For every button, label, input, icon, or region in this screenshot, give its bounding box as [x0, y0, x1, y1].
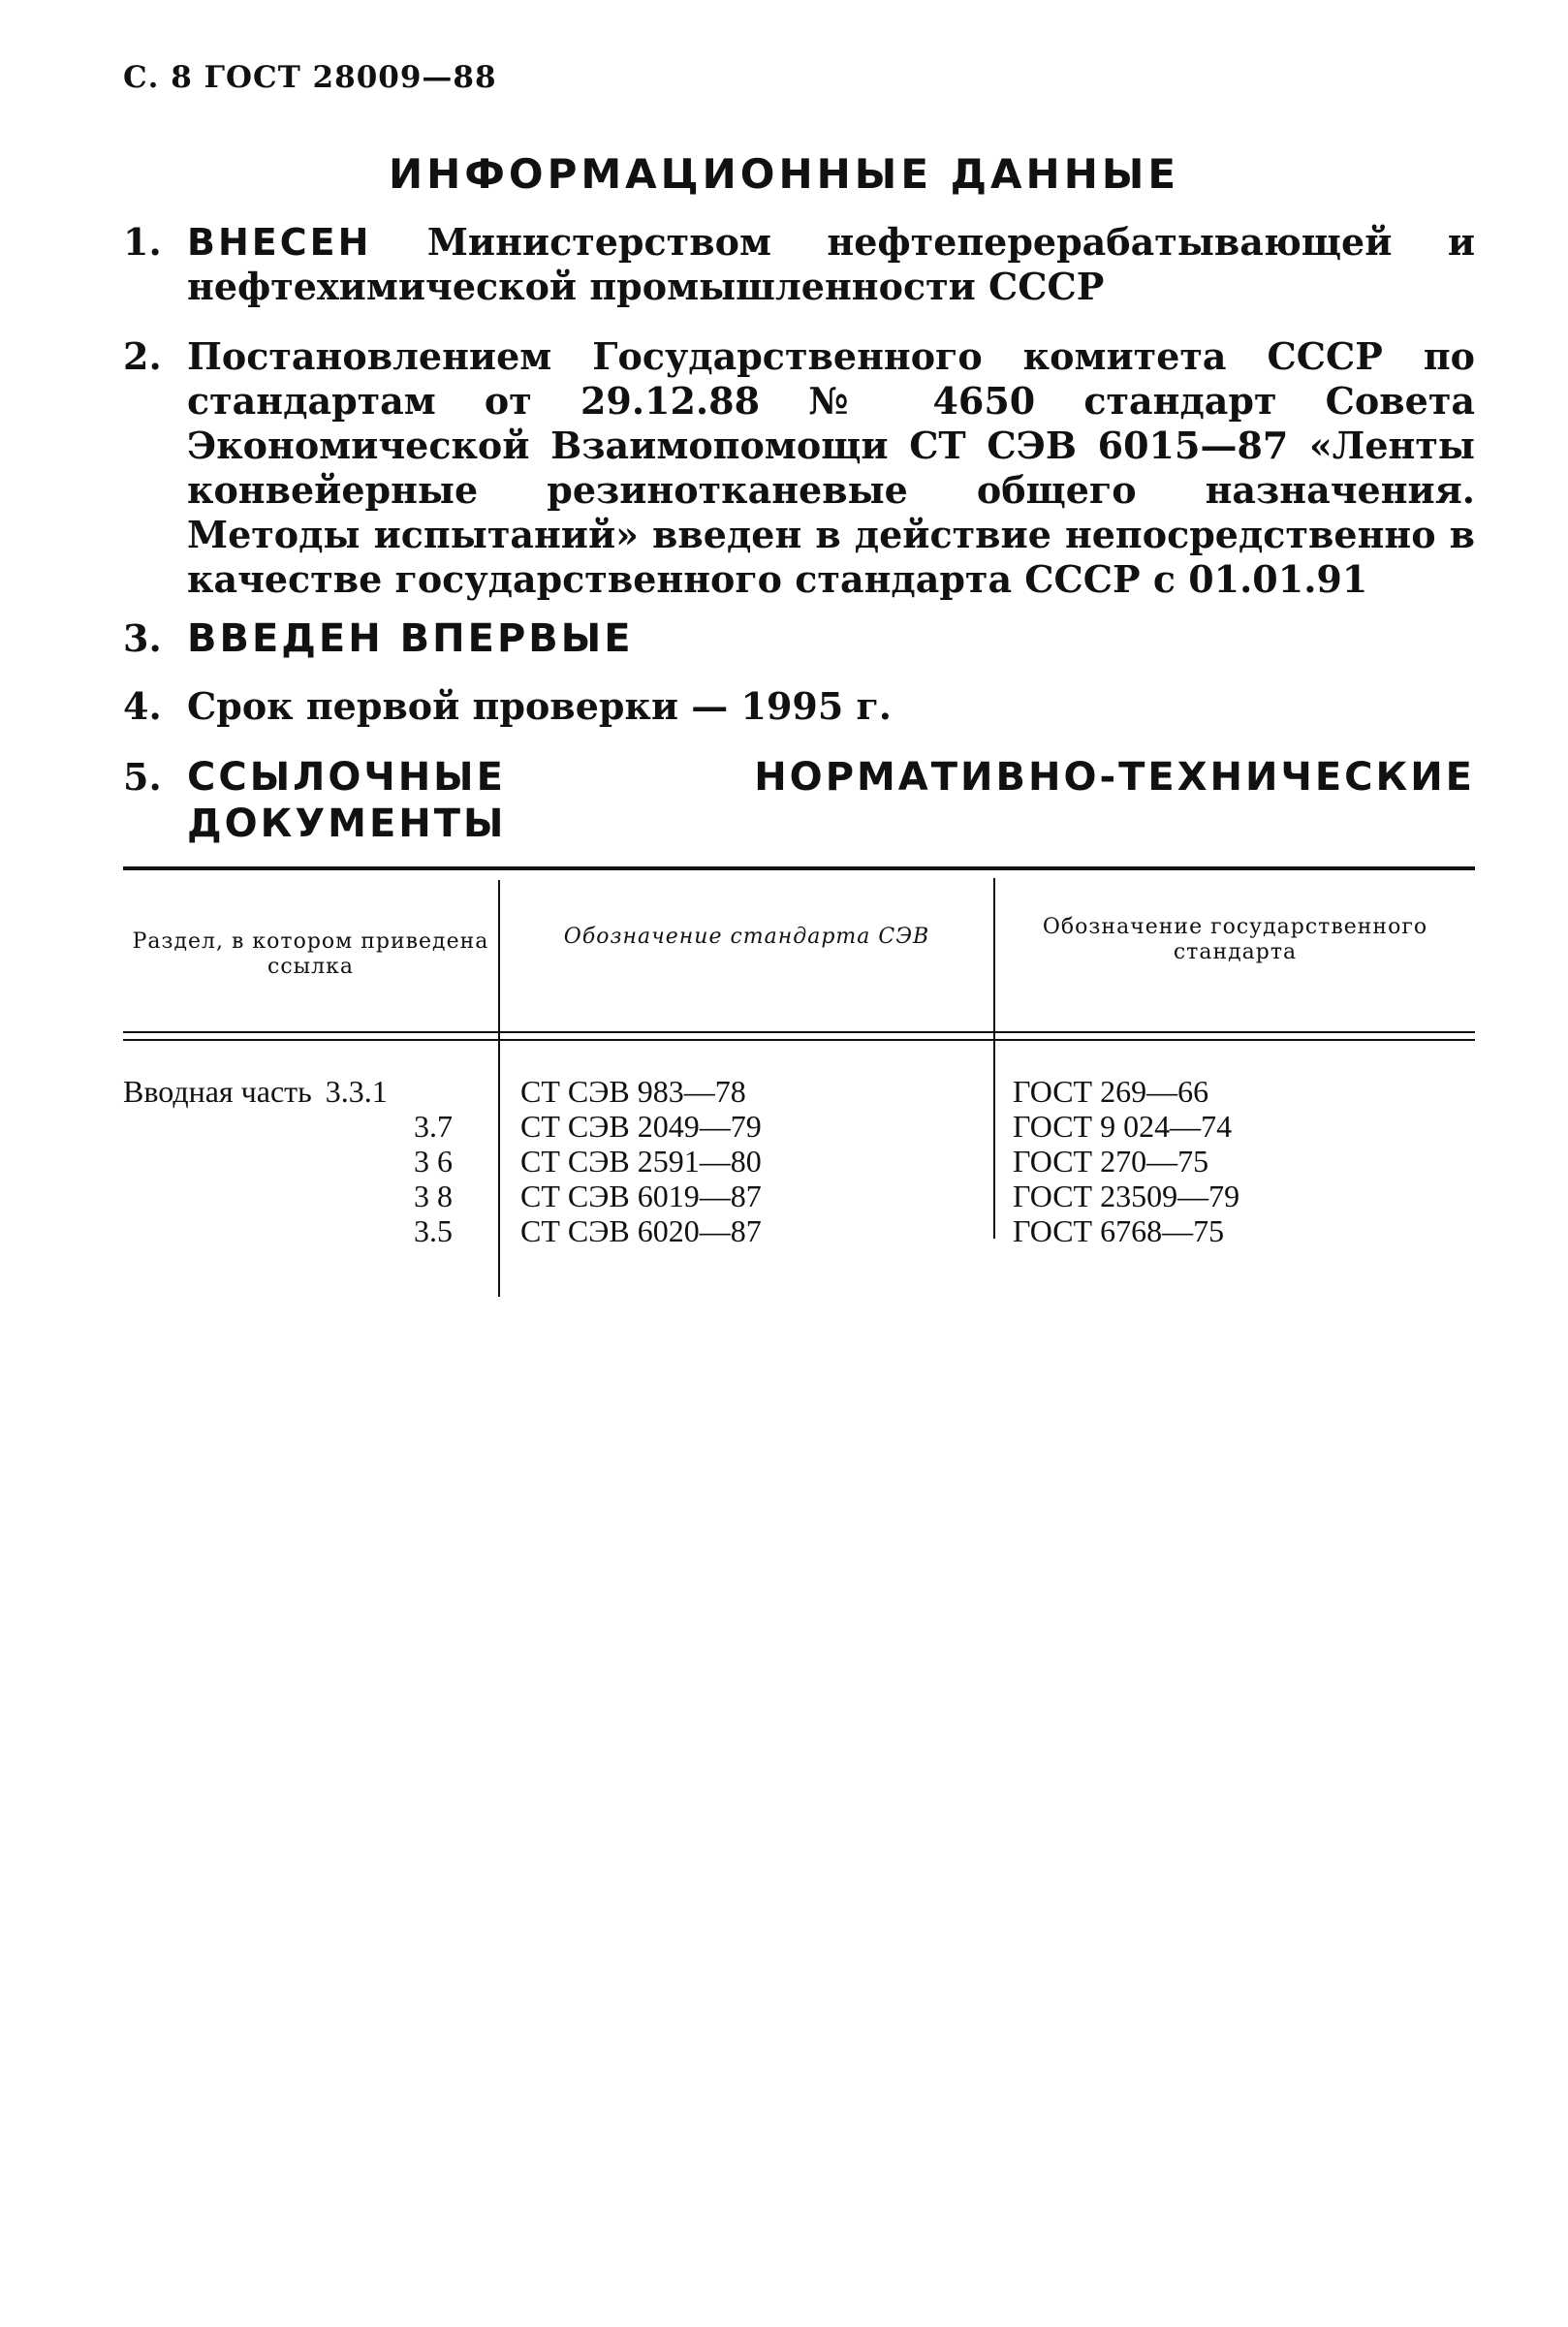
- item-text: Министерством нефтеперерабатывающей и нефтехимической промышленности СССР: [187, 220, 1476, 308]
- info-item-3: [123, 616, 1475, 661]
- header-rule: [123, 1031, 1475, 1033]
- table-cell-section: 3 8: [414, 1179, 453, 1213]
- table-cell-sev: СТ СЭВ 6020—87: [520, 1213, 762, 1248]
- table-cell-gost: ГОСТ 6768—75: [1013, 1213, 1225, 1248]
- references-table: [123, 866, 1475, 1293]
- info-item-1: [123, 220, 1475, 309]
- table-cell-section: Вводная часть 3.3.1: [123, 1074, 388, 1109]
- table-cell-gost: ГОСТ 9 024—74: [1013, 1109, 1233, 1144]
- item-text: ССЫЛОЧНЫЕ НОРМАТИВНО-ТЕХНИЧЕСКИЕ ДОКУМЕНТЫ: [187, 755, 1475, 846]
- info-item-4: [123, 684, 1475, 729]
- item-number: 4.: [123, 684, 162, 728]
- column-header-gost: Обозначение государственного стандарта: [1042, 915, 1428, 964]
- info-item-2: [123, 334, 1475, 602]
- sev-column: [520, 1074, 966, 1248]
- info-item-5: [123, 754, 1475, 847]
- table-cell-sev: СТ СЭВ 983—78: [520, 1074, 746, 1109]
- header-rule-double: [123, 1039, 1475, 1041]
- item-number: 5.: [123, 755, 162, 799]
- item-number: 2.: [123, 334, 162, 378]
- table-cell-gost: ГОСТ 270—75: [1013, 1144, 1209, 1179]
- intro-label: Вводная часть: [123, 1074, 312, 1109]
- item-text: ВВЕДЕН ВПЕРВЫЕ: [187, 616, 634, 661]
- table-cell-section: 3 6: [414, 1144, 453, 1179]
- gost-column: [1013, 1074, 1458, 1248]
- column-header-section: Раздел, в котором приведена ссылка: [132, 929, 489, 979]
- item-number: 1.: [123, 220, 162, 264]
- section-column: [123, 1074, 453, 1248]
- table-top-rule: [123, 866, 1475, 870]
- table-cell-section: 3.5: [414, 1213, 453, 1248]
- item-lead: ВНЕСЕН: [187, 221, 372, 264]
- item-number: 3.: [123, 616, 162, 660]
- table-cell-sev: СТ СЭВ 2049—79: [520, 1109, 762, 1144]
- table-cell-gost: ГОСТ 269—66: [1013, 1074, 1209, 1109]
- item-text: Срок первой проверки — 1995 г.: [187, 684, 893, 728]
- table-cell-sev: СТ СЭВ 6019—87: [520, 1179, 762, 1213]
- table-cell-section: 3.7: [414, 1109, 453, 1144]
- column-header-sev: Обозначение стандарта СЭВ: [563, 925, 930, 949]
- page-header: С. 8 ГОСТ 28009—88: [123, 60, 497, 95]
- table-cell-gost: ГОСТ 23509—79: [1013, 1179, 1240, 1213]
- item-text: Постановлением Государственного комитета СССР по стандартам от 29.12.88 № 4650 стандарт Совета Экономической Взаимопомощи СТ СЭВ 6015—87 «Ленты конвейерные резинотканевые общего назначения. Методы испытаний» введен в действие непосредственно в качестве государственного стандарта СССР с 01.01.91: [187, 334, 1475, 601]
- table-cell-sev: СТ СЭВ 2591—80: [520, 1144, 762, 1179]
- page-title: ИНФОРМАЦИОННЫЕ ДАННЫЕ: [388, 150, 1180, 198]
